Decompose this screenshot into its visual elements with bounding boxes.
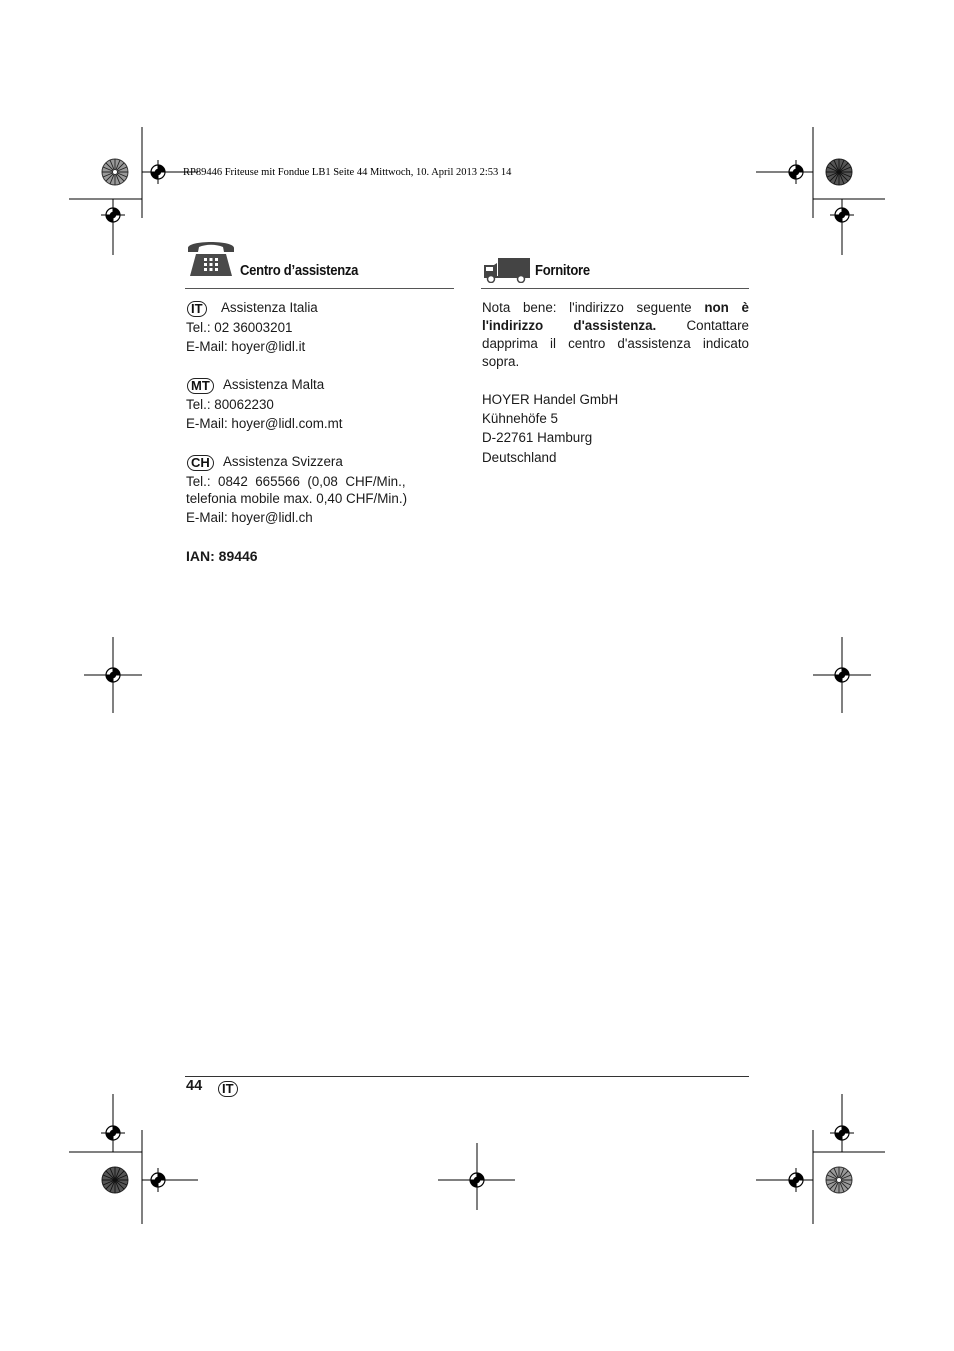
supplier-street: Kühnehöfe 5 [482, 411, 558, 426]
country-badge-mt: MT [187, 378, 214, 394]
supplier-note-prefix: Nota bene: l'indirizzo seguente [482, 300, 705, 315]
section-title-service: Centro d’assistenza [240, 263, 359, 279]
service-email-italy: E-Mail: hoyer@lidl.it [186, 339, 306, 354]
truck-icon [483, 257, 531, 283]
service-name-malta: Assistenza Malta [223, 377, 325, 392]
supplier-country: Deutschland [482, 450, 557, 465]
service-name-italy: Assistenza Italia [221, 300, 318, 315]
footer-rule [185, 1076, 749, 1077]
footer-country-badge: IT [218, 1081, 238, 1097]
country-badge-ch: CH [187, 455, 214, 471]
service-tel-italy: Tel.: 02 36003201 [186, 320, 293, 335]
print-slug: RP89446 Friteuse mit Fondue LB1 Seite 44 Mittwoch, 10. April 2013 2:53 14 [183, 167, 512, 178]
section-rule-right [481, 288, 749, 289]
supplier-note-bold: non è l'indirizzo d'assistenza. [482, 300, 749, 333]
supplier-city: D-22761 Hamburg [482, 430, 593, 445]
section-rule-left [185, 288, 454, 289]
page-number: 44 [186, 1078, 203, 1094]
service-tel-mobile-switzerland: telefonia mobile max. 0,40 CHF/Min.) [186, 491, 408, 506]
section-title-supplier: Fornitore [535, 263, 590, 279]
service-name-switzerland: Assistenza Svizzera [223, 454, 343, 469]
country-badge-it: IT [187, 301, 207, 317]
ian-number: IAN: 89446 [186, 548, 258, 564]
telephone-icon [186, 238, 236, 278]
service-email-switzerland: E-Mail: hoyer@lidl.ch [186, 510, 313, 525]
service-tel-switzerland: Tel.: 0842 665566 (0,08 CHF/Min., [186, 474, 406, 489]
service-tel-malta: Tel.: 80062230 [186, 397, 274, 412]
supplier-note-suffix: Contattare dapprima il centro d'assistenza indicato sopra. [482, 318, 749, 369]
supplier-note [482, 299, 749, 371]
supplier-company: HOYER Handel GmbH [482, 392, 619, 407]
service-email-malta: E-Mail: hoyer@lidl.com.mt [186, 416, 343, 431]
